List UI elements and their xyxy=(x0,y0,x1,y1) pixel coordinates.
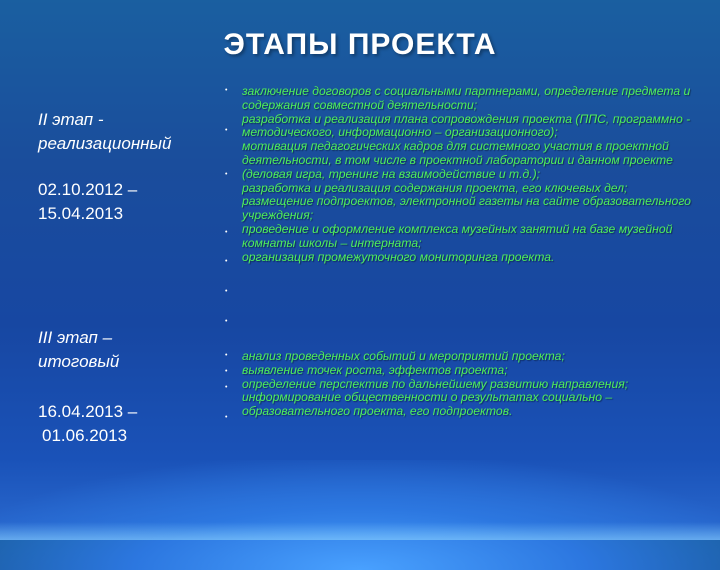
list-item: информирование общественности о результатах социально – образовательного проекта, его подпроектов. xyxy=(242,390,613,419)
bullet-icon: • xyxy=(225,258,228,265)
stage3-date-line2: 01.06.2013 xyxy=(42,426,128,445)
bullet-icon: • xyxy=(225,127,228,134)
list-item: разработка и реализация плана сопровождения проекта (ППС, программно - методического, информационно – организационного); xyxy=(242,111,691,140)
stage3-name xyxy=(38,326,119,374)
bullet-icon: • xyxy=(225,318,228,325)
decorative-wave xyxy=(0,460,720,570)
bullet-icon: • xyxy=(225,414,228,421)
list-item: организация промежуточного мониторинга проекта. xyxy=(242,249,555,264)
stage2-dates xyxy=(38,178,137,226)
bullet-icon: • xyxy=(225,288,228,295)
stage3-date-line1: 16.04.2013 – xyxy=(38,402,138,421)
stage2-name xyxy=(38,108,172,156)
bullet-icon: • xyxy=(225,352,228,359)
slide-title: ЭТАПЫ ПРОЕКТА xyxy=(223,28,497,61)
stage3-name-line2: итоговый xyxy=(38,352,120,371)
stage3-name-line1: III этап – xyxy=(38,328,113,347)
stage2-name-line1: II этап - xyxy=(38,110,104,129)
bullet-icon: • xyxy=(225,87,228,94)
stage2-date-line2: 15.04.2013 xyxy=(38,204,124,223)
stage2-date-line1: 02.10.2012 – xyxy=(38,180,138,199)
list-item: размещение подпроектов, электронной газеты на сайте образовательного учреждения; xyxy=(242,194,691,223)
list-item: проведение и оформление комплекса музейных занятий на базе музейной комнаты школы – интерната; xyxy=(242,221,673,250)
bullet-icon: • xyxy=(225,368,228,375)
stage2-items xyxy=(242,85,697,264)
list-item: мотивация педагогических кадров для системного участия в проектной деятельности, в том числе в проектной лаборатории и данном проекте (деловая игра, тренинг на взаимодействие и т.д.); xyxy=(242,139,673,181)
list-item: выявление точек роста, эффектов проекта; xyxy=(242,362,508,377)
list-item: определение перспектив по дальнейшему развитию направления; xyxy=(242,376,629,391)
stage2-name-line2: реализационный xyxy=(38,134,172,153)
stage3-dates xyxy=(38,400,137,448)
list-item: анализ проведенных событий и мероприятий проекта; xyxy=(242,349,565,363)
bullet-icon: • xyxy=(225,171,228,178)
decorative-glow xyxy=(0,522,720,540)
stage3-items xyxy=(242,350,697,419)
bullet-icon: • xyxy=(225,384,228,391)
list-item: разработка и реализация содержания проекта, его ключевых дел; xyxy=(242,180,628,195)
bullet-icon: • xyxy=(225,229,228,236)
list-item: заключение договоров с социальными партнерами, определение предмета и содержания совместной деятельности; xyxy=(242,84,691,112)
